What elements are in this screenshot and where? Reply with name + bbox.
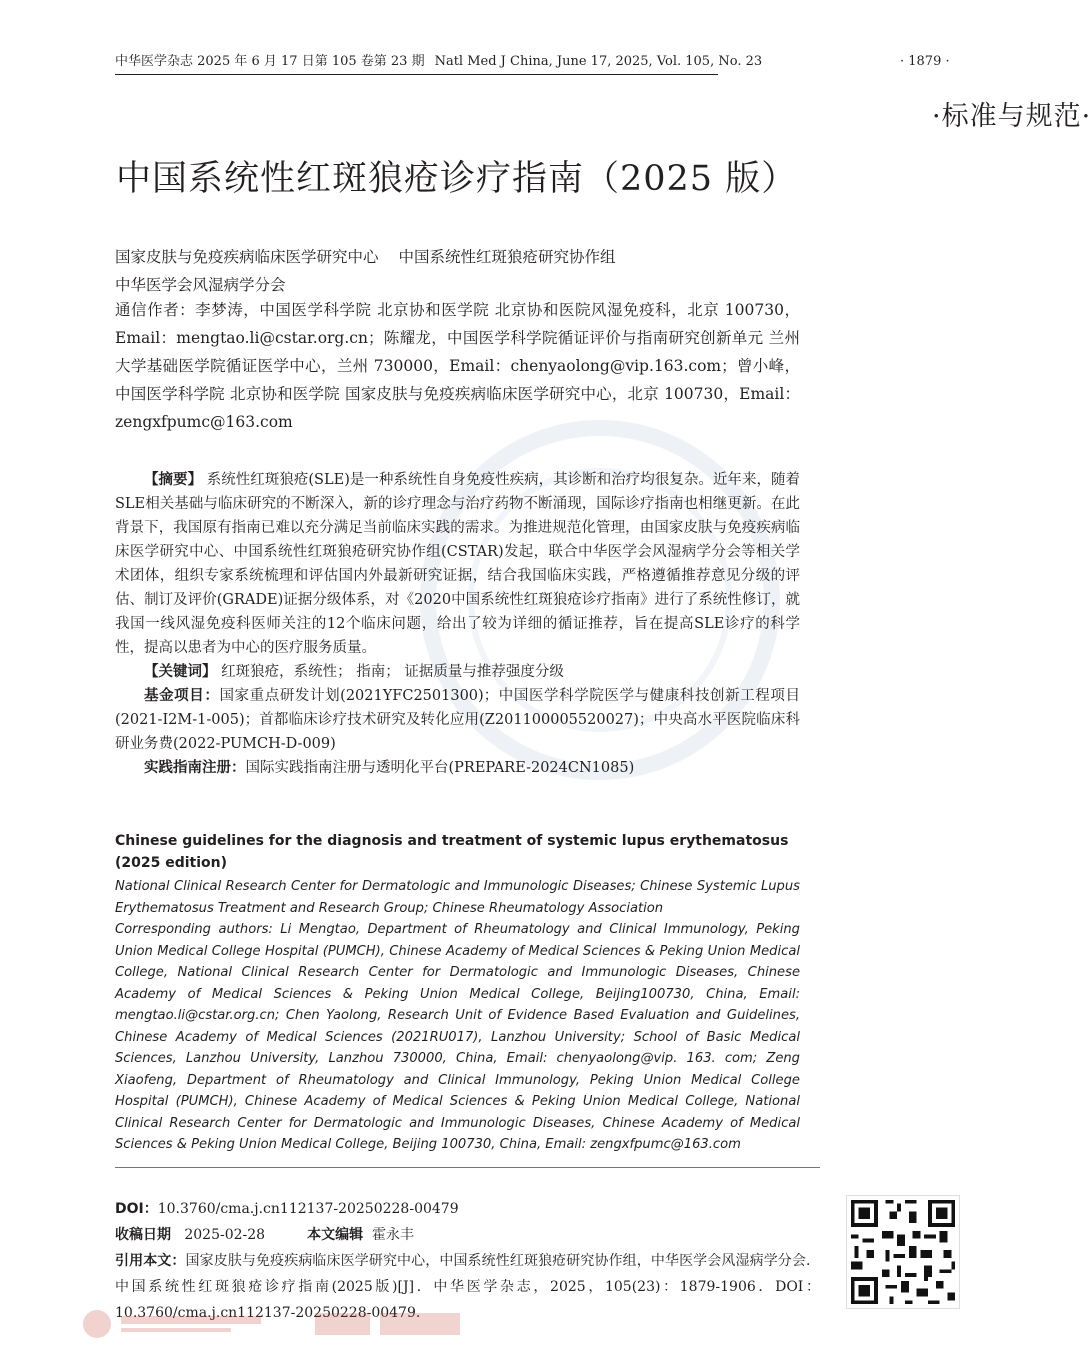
registration-text: 国际实践指南注册与透明化平台(PREPARE-2024CN1085) xyxy=(245,760,635,776)
footer-divider xyxy=(115,1167,820,1168)
received-value: 2025-02-28 xyxy=(184,1227,266,1243)
english-corresponding: Corresponding authors: Li Mengtao, Department of Rheumatology and Clinical Immunology, Peking Union Medical College Hospital (PUMCH), Chinese Academy of Medical Sciences & Peking Union Medical College, National Clinical Research Center for Dermatologic and Immunologic Diseases, Chinese Academy of Medical Sciences & Peking Union Medical College, Beijing100730, China, Email: mengtao.li@cstar.org.cn; Chen Yaolong, Research Unit of Evidence Based Evaluation and Guidelines, Chinese Academy of Medical Sciences (2021RU017), Lanzhou University; School of Basic Medical Sciences, Lanzhou University, Lanzhou 730000, China, Email: chenyaolong@vip. 163. com; Zeng Xiaofeng, Department of Rheumatology and Clinical Immunology, Peking Union Medical College Hospital (PUMCH), Chinese Academy of Medical Sciences & Peking Union Medical College, National Clinical Research Center for Dermatologic and Immunologic Diseases, Chinese Academy of Medical Sciences & Peking Union Medical College, Beijing 100730, China, Email: zengxfpumc@163.com xyxy=(115,922,800,1152)
doi-label: DOI： xyxy=(115,1201,158,1217)
doi-line xyxy=(115,1196,820,1222)
journal-en: Natl Med J China, June 17, 2025, Vol. 105, No. 23 xyxy=(434,54,763,69)
abstract-section xyxy=(115,468,800,780)
received-line xyxy=(115,1222,820,1248)
author-block-2 xyxy=(115,271,805,299)
journal-cn: 中华医学杂志 2025 年 6 月 17 日第 105 卷第 23 期 xyxy=(115,54,425,69)
publisher-logo-watermark xyxy=(75,1307,495,1341)
column-heading: ·标准与规范· xyxy=(932,101,1091,132)
english-abstract-block xyxy=(115,830,800,1156)
author-org-2: 中国系统性红斑狼疮研究协作组 xyxy=(398,248,616,266)
registration xyxy=(115,756,800,780)
author-block xyxy=(115,243,805,271)
abstract-label: 【摘要】 xyxy=(144,472,203,488)
received-label: 收稿日期 xyxy=(115,1227,171,1243)
english-affiliation: National Clinical Research Center for Dermatologic and Immunologic Diseases; Chinese Systemic Lupus Erythematosus Treatment and Research Group; Chinese Rheumatology Association xyxy=(115,879,800,916)
editor-label: 本文编辑 xyxy=(307,1227,364,1243)
abstract-text: 系统性红斑狼疮(SLE)是一种系统性自身免疫性疾病，其诊断和治疗均很复杂。近年来，随着SLE相关基础与临床研究的不断深入，新的诊疗理念与治疗药物不断涌现，国际诊疗指南也相继更新。在此背景下，我国原有指南已难以充分满足当前临床实践的需求。为推进规范化管理，由国家皮肤与免疫疾病临床医学研究中心、中国系统性红斑狼疮研究协作组(CSTAR)发起，联合中华医学会风湿病学分会等相关学术团体，组织专家系统梳理和评估国内外最新研究证据，结合我国临床实践，严格遵循推荐意见分级的评估、制订及评价(GRADE)证据分级体系，对《2020中国系统性红斑狼疮诊疗指南》进行了系统性修订，就我国一线风湿免疫科医师关注的12个临床问题，给出了较为详细的循证推荐，旨在提高SLE诊疗的科学性，提高以患者为中心的医疗服务质量。 xyxy=(115,472,801,656)
editor-value: 霍永丰 xyxy=(371,1227,414,1243)
abstract-paragraph xyxy=(115,468,800,660)
fund xyxy=(115,684,800,756)
running-header xyxy=(115,52,763,75)
page-number: · 1879 · xyxy=(900,54,950,69)
author-org-3: 中华医学会风湿病学分会 xyxy=(115,276,286,294)
registration-label: 实践指南注册： xyxy=(144,760,246,776)
english-title: Chinese guidelines for the diagnosis and treatment of systemic lupus erythematosus (2025 edition) xyxy=(115,833,789,871)
citation-text: 国家皮肤与免疫疾病临床医学研究中心，中国系统性红斑狼疮研究协作组，中华医学会风湿病学分会．中国系统性红斑狼疮诊疗指南(2025版)[J]．中华医学杂志，2025，105(23)：1879-1906．DOI：10.3760/cma.j.cn112137-20250228-00479. xyxy=(115,1253,821,1321)
keywords-text: 红斑狼疮，系统性； 指南； 证据质量与推荐强度分级 xyxy=(221,664,564,680)
correspondence: 通信作者：李梦涛，中国医学科学院 北京协和医学院 北京协和医院风湿免疫科，北京 100730，Email：mengtao.li@cstar.org.cn；陈耀龙，中国医学科学院循证评价与指南研究创新单元 兰州大学基础医学院循证医学中心，兰州 730000，Email：chenyaolong@vip.163.com；曾小峰，中国医学科学院 北京协和医学院 国家皮肤与免疫疾病临床医学研究中心，北京 100730，Email：zengxfpumc@163.com xyxy=(115,301,800,431)
fund-label: 基金项目： xyxy=(144,688,220,704)
citation-label: 引用本文： xyxy=(115,1253,186,1269)
keywords-label: 【关键词】 xyxy=(144,664,217,680)
article-title: 中国系统性红斑狼疮诊疗指南（2025 版） xyxy=(116,159,798,199)
fund-text: 国家重点研发计划(2021YFC2501300)；中国医学科学院医学与健康科技创新工程项目(2021-I2M-1-005)；首都临床诊疗技术研究及转化应用(Z201100005520027)；中央高水平医院临床科研业务费(2022-PUMCH-D-009) xyxy=(115,688,800,752)
qr-code-icon[interactable] xyxy=(846,1195,960,1309)
doi-value[interactable]: 10.3760/cma.j.cn112137-20250228-00479 xyxy=(157,1201,459,1217)
author-org-1: 国家皮肤与免疫疾病临床医学研究中心 xyxy=(115,248,379,266)
keywords xyxy=(115,660,800,684)
